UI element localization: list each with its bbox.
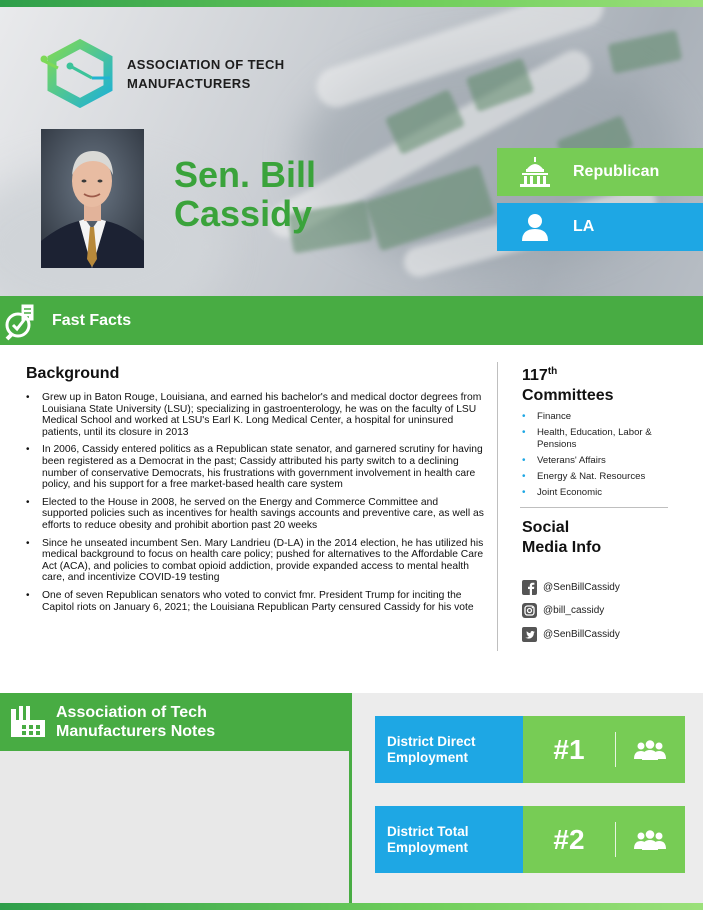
org-name: ASSOCIATION OF TECH MANUFACTURERS <box>127 57 285 91</box>
employment-card-total <box>375 806 685 873</box>
state-label: LA <box>573 218 595 235</box>
notes-header <box>0 693 352 751</box>
list-item: • Grew up in Baton Rouge, Louisiana, and earned his bachelor's and medical doctor degrees from Louisiana State University (LSU); specializing in gastroenterology, he was on the faculty of LSU Medical School and worked at LSU's Earl K. Long Medical Center, a hospital for uninsured patients, until its closure in 2013 <box>26 392 484 438</box>
background-list <box>26 392 484 619</box>
list-item: • In 2006, Cassidy entered politics as a Republican state senator, and garnered scrutiny for having been registered as a Democrat in the past; Cassidy attributed his party switch to a declining number of conservative Democrats, his frustrations with government involvement in health care policy, and his support for a free market-based health care system <box>26 444 484 490</box>
list-item: • Finance <box>522 411 682 423</box>
fast-facts-header <box>0 296 703 345</box>
social-handle: @SenBillCassidy <box>543 629 620 640</box>
social-facebook[interactable] <box>522 580 620 595</box>
notes-title: Association of Tech Manufacturers Notes <box>56 704 216 740</box>
list-item: • Veterans' Affairs <box>522 455 682 467</box>
employment-label: District Total Employment <box>375 806 523 873</box>
column-divider <box>497 362 498 651</box>
social-twitter[interactable] <box>522 627 620 642</box>
org-logo-icon <box>40 38 120 108</box>
social-handle: @bill_cassidy <box>543 605 605 616</box>
employment-rank: #2 <box>523 806 615 873</box>
list-item: • Health, Education, Labor & Pensions <box>522 427 682 451</box>
state-badge <box>497 203 703 251</box>
social-handle: @SenBillCassidy <box>543 582 620 593</box>
top-accent-bar <box>0 0 703 7</box>
social-instagram[interactable] <box>522 603 604 618</box>
group-icon <box>634 739 666 761</box>
list-item: • Since he unseated incumbent Sen. Mary Landrieu (D-LA) in the 2014 election, he has utilized his medical background to focus on health care policy; pushed for alternatives to the Affordable Care Act (ACA), and policies to combat opioid addiction, provide expanded access to mental health care, and incentivize COVID-19 testing <box>26 538 484 584</box>
facebook-icon <box>522 580 537 595</box>
list-item: • Elected to the House in 2008, he served on the Energy and Commerce Committee and supported policies such as incentives for health savings accounts and preventive care, as well as efforts to reduce obesity and prohibit abortion past 20 weeks <box>26 497 484 532</box>
capitol-icon <box>518 156 552 188</box>
senator-name: Sen. Bill Cassidy <box>174 154 317 234</box>
background-title: Background <box>26 365 120 382</box>
employment-label: District Direct Employment <box>375 716 523 783</box>
senator-photo <box>41 129 144 268</box>
bottom-accent-bar <box>0 903 703 910</box>
party-label: Republican <box>573 163 660 180</box>
notes-border <box>349 751 352 903</box>
section-divider <box>520 507 668 508</box>
factory-icon <box>8 704 48 740</box>
checklist-icon <box>4 301 44 341</box>
twitter-icon <box>522 627 537 642</box>
committees-title: 117th Committees <box>522 366 614 404</box>
person-icon <box>521 213 549 241</box>
fast-facts-title: Fast Facts <box>52 311 132 329</box>
group-icon <box>634 829 666 851</box>
list-item: • Joint Economic <box>522 487 682 499</box>
list-item: • One of seven Republican senators who voted to convict fmr. President Trump for inciting the Capitol riots on January 6, 2021; the Louisiana Republican Party censured Cassidy for his vote <box>26 590 484 613</box>
list-item: • Energy & Nat. Resources <box>522 471 682 483</box>
employment-rank: #1 <box>523 716 615 783</box>
instagram-icon <box>522 603 537 618</box>
employment-card-direct <box>375 716 685 783</box>
social-media-title: Social Media Info <box>522 519 602 556</box>
committees-list <box>522 411 682 503</box>
party-badge <box>497 148 703 196</box>
